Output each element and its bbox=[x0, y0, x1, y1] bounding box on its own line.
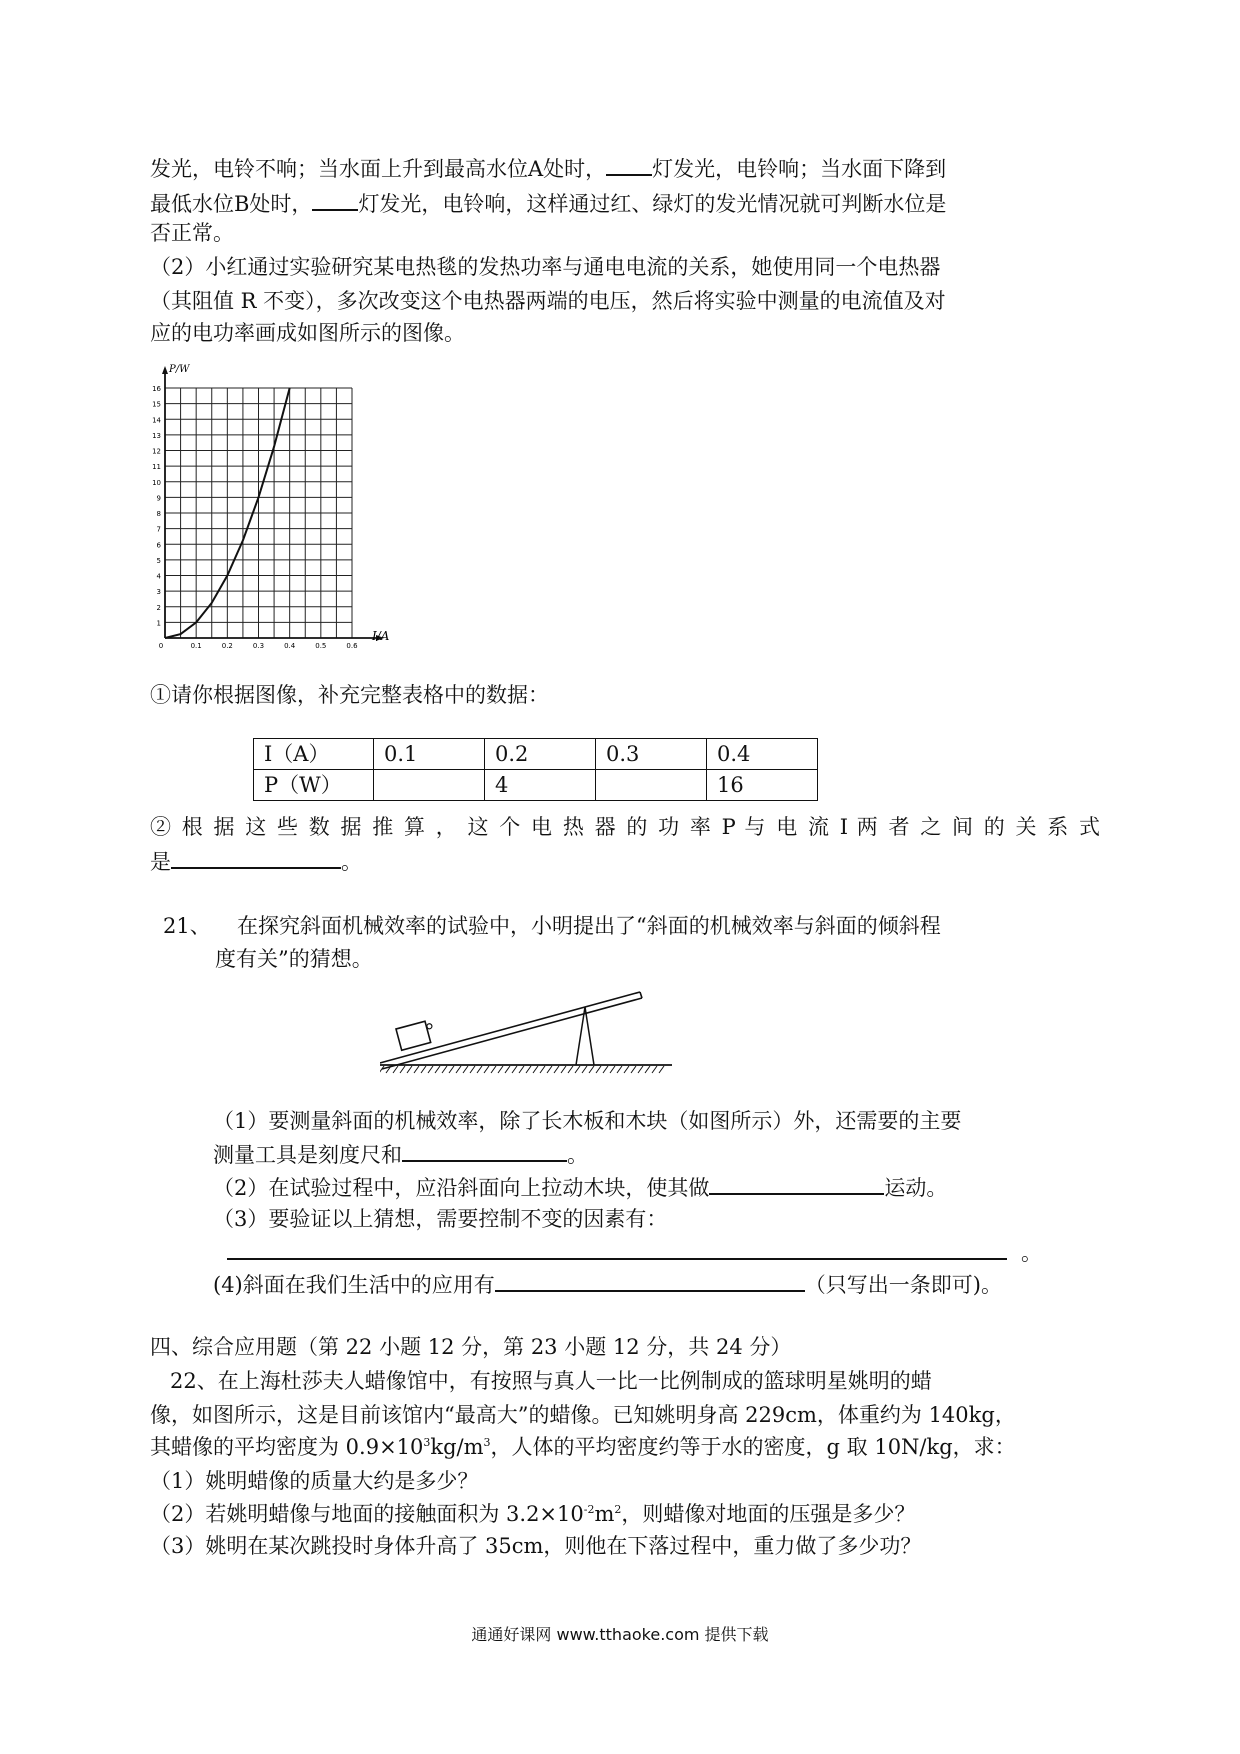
hatch-mark bbox=[610, 1066, 615, 1073]
q21-sub1-line-2 bbox=[213, 1138, 588, 1170]
text: 测量工具是刻度尺和 bbox=[213, 1143, 402, 1167]
support-leg-right bbox=[585, 1007, 594, 1065]
q21-sub3: （3）要验证以上猜想，需要控制不变的因素有： bbox=[213, 1207, 668, 1231]
q21-sub1-line-1: （1）要测量斜面的机械效率，除了长木板和木块（如图所示）外，还需要的主要 bbox=[213, 1109, 962, 1133]
x-tick-label: 0.6 bbox=[346, 642, 358, 650]
q20-2-line-1: （2）小红通过实验研究某电热毯的发热功率与通电电流的关系，她使用同一个电热器 bbox=[150, 255, 941, 279]
q20-line-3: 否正常。 bbox=[150, 221, 234, 245]
x-axis-label: I/A bbox=[372, 629, 390, 643]
answer-blank-tool[interactable] bbox=[402, 1138, 567, 1162]
table-row bbox=[254, 770, 818, 801]
y-tick-label: 5 bbox=[156, 556, 161, 565]
hatch-mark bbox=[498, 1066, 503, 1073]
hatch-mark bbox=[589, 1066, 594, 1073]
hatch-mark bbox=[505, 1066, 510, 1073]
text: 是 bbox=[150, 850, 171, 874]
y-tick-label: 12 bbox=[152, 447, 161, 456]
text: ，则蜡像对地面的压强是多少？ bbox=[621, 1502, 916, 1526]
hatch-mark bbox=[463, 1066, 468, 1073]
superscript: 2 bbox=[614, 1503, 622, 1516]
q21-sub3-answer bbox=[227, 1236, 1042, 1268]
hatch-mark bbox=[575, 1066, 580, 1073]
text: 灯发光，电铃响；当水面下降到 bbox=[652, 157, 947, 181]
hatch-mark bbox=[645, 1066, 650, 1073]
hatch-mark bbox=[512, 1066, 517, 1073]
table-cell: 0.4 bbox=[707, 739, 818, 770]
x-tick-label: 0.1 bbox=[190, 642, 202, 650]
q20-line-1 bbox=[150, 152, 946, 184]
hatch-mark bbox=[603, 1066, 608, 1073]
hatch-mark bbox=[582, 1066, 587, 1073]
q22-line-3 bbox=[150, 1432, 1016, 1462]
y-tick-label: 7 bbox=[156, 525, 161, 534]
x-tick-label: 0 bbox=[158, 642, 164, 650]
incline-diagram bbox=[380, 985, 680, 1095]
hatch-mark bbox=[428, 1066, 433, 1073]
hatch-mark bbox=[554, 1066, 559, 1073]
text: 运动。 bbox=[884, 1176, 948, 1200]
table-cell: 0.2 bbox=[485, 739, 596, 770]
answer-blank-application[interactable] bbox=[495, 1268, 805, 1292]
q22-part-3: （3）姚明在某次跳投时身体升高了 35cm，则他在下落过程中，重力做了多少功？ bbox=[150, 1534, 922, 1558]
hatch-mark bbox=[652, 1066, 657, 1073]
hatch-mark bbox=[596, 1066, 601, 1073]
ground-hatch bbox=[380, 1066, 664, 1073]
y-tick-label: 3 bbox=[156, 588, 161, 597]
y-tick-label: 9 bbox=[156, 494, 161, 503]
q22-line-2: 像，如图所示，这是目前该馆内“最高大”的蜡像。已知姚明身高 229cm，体重约为 140kg， bbox=[150, 1403, 1016, 1427]
hatch-mark bbox=[568, 1066, 573, 1073]
hatch-mark bbox=[484, 1066, 489, 1073]
hatch-mark bbox=[519, 1066, 524, 1073]
hatch-mark bbox=[393, 1066, 398, 1073]
text: 其蜡像的平均密度为 0.9×10 bbox=[150, 1435, 424, 1459]
q21-line-2: 度有关”的猜想。 bbox=[215, 947, 373, 971]
q21-sub2 bbox=[213, 1171, 947, 1203]
table-cell: 4 bbox=[485, 770, 596, 801]
table-cell: I（A） bbox=[254, 739, 374, 770]
chart-ticks bbox=[152, 385, 358, 650]
answer-blank-b[interactable] bbox=[312, 187, 358, 211]
superscript: -2 bbox=[583, 1503, 595, 1516]
q20-2-line-3: 应的电功率画成如图所示的图像。 bbox=[150, 321, 465, 345]
hatch-mark bbox=[421, 1066, 426, 1073]
text: kg/m bbox=[430, 1435, 484, 1459]
data-table bbox=[253, 738, 818, 801]
y-tick-label: 4 bbox=[156, 572, 161, 581]
hatch-mark bbox=[638, 1066, 643, 1073]
x-tick-label: 0.4 bbox=[284, 642, 296, 650]
table-cell: 0.1 bbox=[374, 739, 485, 770]
hatch-mark bbox=[456, 1066, 461, 1073]
table-cell: 0.3 bbox=[596, 739, 707, 770]
text: ，人体的平均密度约等于水的密度，g 取 10N/kg，求： bbox=[490, 1435, 1016, 1459]
table-cell-blank[interactable] bbox=[374, 770, 485, 801]
answer-blank-motion[interactable] bbox=[709, 1171, 884, 1195]
hatch-mark bbox=[414, 1066, 419, 1073]
section-4-title: 四、综合应用题（第 22 小题 12 分，第 23 小题 12 分，共 24 分） bbox=[150, 1335, 792, 1359]
q21-number: 21、 bbox=[163, 914, 211, 938]
text: 发光，电铃不响；当水面上升到最高水位A处时， bbox=[150, 157, 607, 181]
incline-board-end bbox=[640, 992, 642, 998]
y-tick-label: 15 bbox=[152, 400, 161, 409]
hatch-mark bbox=[540, 1066, 545, 1073]
table-cell-blank[interactable] bbox=[596, 770, 707, 801]
q20-2-line-2: （其阻值 R 不变），多次改变这个电热器两端的电压，然后将实验中测量的电流值及对 bbox=[150, 289, 946, 313]
y-tick-label: 14 bbox=[152, 416, 161, 425]
y-tick-label: 2 bbox=[156, 603, 161, 612]
answer-blank-a[interactable] bbox=[606, 152, 652, 176]
text: m bbox=[594, 1502, 615, 1526]
y-tick-label: 13 bbox=[152, 431, 161, 440]
hatch-mark bbox=[435, 1066, 440, 1073]
hatch-mark bbox=[617, 1066, 622, 1073]
text: 。 bbox=[341, 850, 362, 874]
table-intro: ①请你根据图像，补充完整表格中的数据： bbox=[150, 683, 549, 707]
q22-part-2 bbox=[150, 1499, 915, 1529]
hatch-mark bbox=[533, 1066, 538, 1073]
superscript: 3 bbox=[423, 1436, 431, 1449]
chart-grid bbox=[165, 388, 352, 638]
hatch-mark bbox=[624, 1066, 629, 1073]
hatch-mark bbox=[659, 1066, 664, 1073]
x-tick-label: 0.5 bbox=[315, 642, 327, 650]
answer-blank-factors[interactable] bbox=[227, 1236, 1007, 1260]
relation-line-2 bbox=[150, 845, 362, 877]
hatch-mark bbox=[400, 1066, 405, 1073]
text: （2）若姚明蜡像与地面的接触面积为 3.2×10 bbox=[150, 1502, 584, 1526]
text: （只写出一条即可)。 bbox=[804, 1273, 1002, 1297]
q22-part-1: （1）姚明蜡像的质量大约是多少？ bbox=[150, 1469, 479, 1493]
answer-blank-relation[interactable] bbox=[171, 845, 341, 869]
table-row bbox=[254, 739, 818, 770]
text: 灯发光，电铃响，这样通过红、绿灯的发光情况就可判断水位是 bbox=[358, 192, 947, 216]
superscript: 3 bbox=[483, 1436, 491, 1449]
y-tick-label: 8 bbox=[156, 510, 161, 518]
hatch-mark bbox=[631, 1066, 636, 1073]
text: 最低水位B处时， bbox=[150, 192, 313, 216]
text: （2）在试验过程中，应沿斜面向上拉动木块，使其做 bbox=[213, 1176, 710, 1200]
y-axis-label: P/W bbox=[169, 364, 190, 375]
hatch-mark bbox=[442, 1066, 447, 1073]
y-axis-arrow bbox=[162, 366, 168, 374]
hatch-mark bbox=[561, 1066, 566, 1073]
hatch-mark bbox=[407, 1066, 412, 1073]
x-tick-label: 0.2 bbox=[221, 642, 233, 650]
table-cell: P（W） bbox=[254, 770, 374, 801]
footer: 通通好课网 www.tthaoke.com 提供下载 bbox=[471, 1625, 769, 1644]
wood-block bbox=[396, 1020, 436, 1050]
hatch-mark bbox=[547, 1066, 552, 1073]
y-tick-label: 11 bbox=[152, 463, 161, 472]
y-tick-label: 1 bbox=[156, 619, 161, 628]
x-tick-label: 0.3 bbox=[252, 642, 265, 650]
hatch-mark bbox=[526, 1066, 531, 1073]
relation-line-1: ② 根 据 这 些 数 据 推 算 ， 这 个 电 热 器 的 功 率 P 与 电 流 I 两 者 之 间 的 关 系 式 bbox=[150, 815, 1100, 839]
q21-sub4 bbox=[213, 1268, 1002, 1300]
hatch-mark bbox=[380, 1066, 384, 1073]
q20-line-2 bbox=[150, 187, 946, 219]
q21-line-1: 在探究斜面机械效率的试验中，小明提出了“斜面的机械效率与斜面的倾斜程 bbox=[237, 914, 941, 938]
y-tick-label: 16 bbox=[152, 385, 161, 393]
y-tick-label: 6 bbox=[156, 541, 161, 550]
text: 。 bbox=[567, 1143, 588, 1167]
q22-line-1: 22、在上海杜莎夫人蜡像馆中，有按照与真人一比一比例制成的篮球明星姚明的蜡 bbox=[170, 1369, 932, 1393]
table-cell: 16 bbox=[707, 770, 818, 801]
hatch-mark bbox=[449, 1066, 454, 1073]
y-tick-label: 10 bbox=[152, 478, 161, 487]
hatch-mark bbox=[491, 1066, 496, 1073]
hatch-mark bbox=[477, 1066, 482, 1073]
hatch-mark bbox=[470, 1066, 475, 1073]
text: 。 bbox=[1021, 1241, 1042, 1265]
text: (4)斜面在我们生活中的应用有 bbox=[213, 1273, 495, 1297]
power-current-chart bbox=[140, 360, 410, 660]
